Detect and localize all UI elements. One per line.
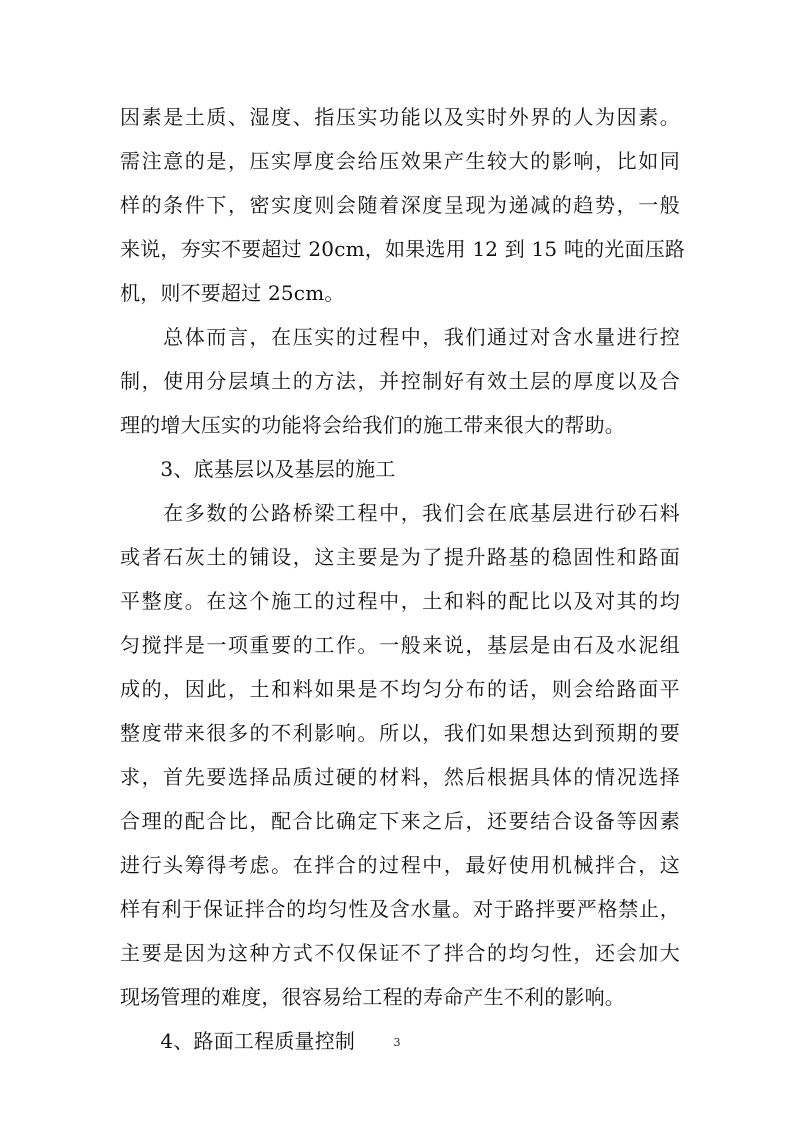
text-line-10: 在多数的公路桥梁工程中，我们会在底基层进行砂石料 (120, 501, 680, 525)
text-line-17: 合理的配合比，配合比确定下来之后，还要结合设备等因素 (120, 809, 680, 833)
text-line-8: 理的增大压实的功能将会给我们的施工带来很大的帮助。 (120, 413, 625, 437)
text-line-2: 需注意的是，压实厚度会给压效果产生较大的影响，比如同 (120, 149, 680, 173)
text-line-14: 成的，因此，土和料如果是不均匀分布的话，则会给路面平 (120, 677, 680, 701)
section-heading-4: 4、路面工程质量控制 (120, 1029, 356, 1053)
text-line-13: 匀搅拌是一项重要的工作。一般来说，基层是由石及水泥组 (120, 633, 680, 657)
section-heading-3: 3、底基层以及基层的施工 (120, 457, 396, 481)
text-line-3: 样的条件下，密实度则会随着深度呈现为递减的趋势，一般 (120, 193, 680, 217)
text-line-7: 制，使用分层填土的方法，并控制好有效土层的厚度以及合 (120, 369, 680, 393)
text-line-19: 样有利于保证拌合的均匀性及含水量。对于路拌要严格禁止， (120, 897, 680, 921)
text-line-18: 进行头筹得考虑。在拌合的过程中，最好使用机械拌合，这 (120, 853, 680, 877)
text-line-15: 整度带来很多的不利影响。所以，我们如果想达到预期的要 (120, 721, 680, 745)
text-line-5: 机，则不要超过 25cm。 (120, 281, 345, 305)
text-line-11: 或者石灰土的铺设，这主要是为了提升路基的稳固性和路面 (120, 545, 680, 569)
text-line-6: 总体而言，在压实的过程中，我们通过对含水量进行控 (120, 325, 680, 349)
text-line-1: 因素是土质、湿度、指压实功能以及实时外界的人为因素。 (120, 105, 680, 129)
text-line-12: 平整度。在这个施工的过程中，土和料的配比以及对其的均 (120, 589, 680, 613)
page-number: 3 (393, 1036, 401, 1049)
text-line-4: 来说，夯实不要超过 20cm，如果选用 12 到 15 吨的光面压路 (120, 237, 686, 261)
text-line-16: 求，首先要选择品质过硬的材料，然后根据具体的情况选择 (120, 765, 680, 789)
text-line-21: 现场管理的难度，很容易给工程的寿命产生不利的影响。 (120, 985, 625, 1009)
text-line-20: 主要是因为这种方式不仅保证不了拌合的均匀性，还会加大 (120, 941, 680, 965)
